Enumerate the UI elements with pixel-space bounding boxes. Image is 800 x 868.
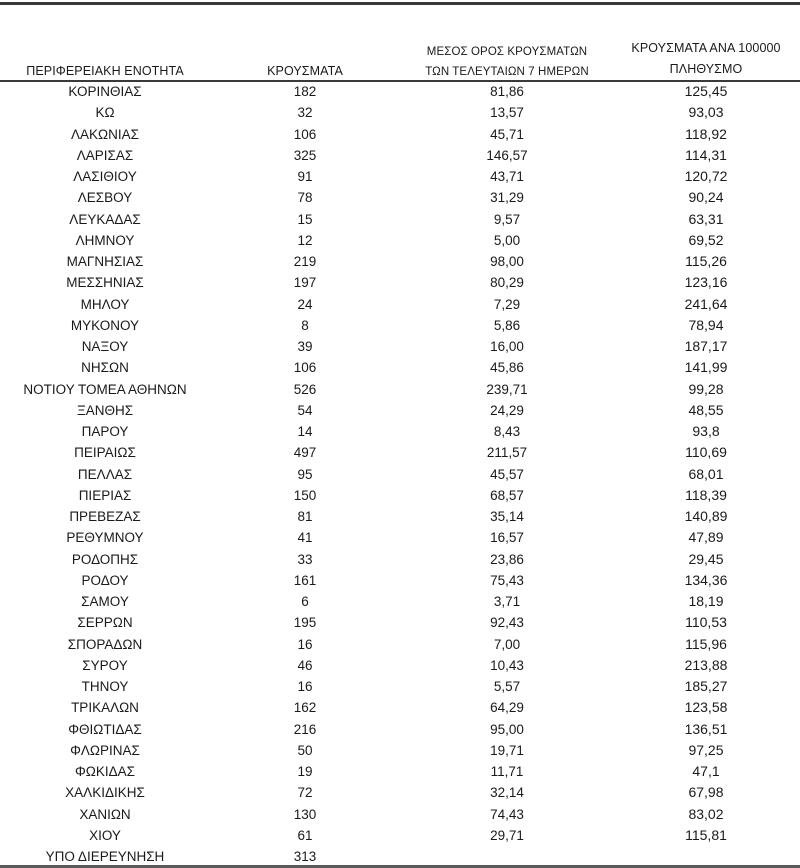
- cell-avg-7-days: 64,29: [490, 700, 524, 716]
- table-row: [0, 294, 800, 315]
- cell-cases: 50: [297, 742, 313, 758]
- table-row: [0, 804, 800, 825]
- cell-avg-7-days: 92,43: [490, 615, 524, 631]
- header-avg-7-days: [412, 42, 602, 82]
- cell-per-100k: 68,01: [688, 465, 724, 482]
- cell-cases: 33: [297, 551, 313, 567]
- cell-per-100k: 123,58: [684, 699, 728, 716]
- cell-avg-7-days: 29,71: [490, 827, 524, 843]
- cell-region: ΤΡΙΚΑΛΩΝ: [71, 700, 139, 716]
- cell-per-100k: 18,19: [688, 593, 724, 609]
- table-header: [0, 36, 800, 80]
- cell-region: ΧΑΛΚΙΔΙΚΗΣ: [65, 785, 145, 801]
- cell-avg-7-days: 8,43: [493, 424, 521, 439]
- cell-region: ΦΩΚΙΔΑΣ: [75, 764, 135, 779]
- header-per100k-line2: ΠΛΗΘΥΣΜΟ: [669, 62, 743, 76]
- cell-region: ΝΗΣΩΝ: [81, 360, 129, 376]
- table-row: [0, 676, 800, 697]
- cell-per-100k: 93,03: [688, 104, 724, 121]
- table-row: [0, 634, 800, 655]
- cell-region: ΝΟΤΙΟΥ ΤΟΜΕΑ ΑΘΗΝΩΝ: [23, 381, 187, 397]
- table-row: [0, 230, 800, 251]
- cell-avg-7-days: 16,57: [490, 530, 524, 546]
- table-row: [0, 697, 800, 718]
- cell-avg-7-days: 239,71: [486, 381, 528, 397]
- table-row: [0, 825, 800, 846]
- cell-avg-7-days: 24,29: [490, 402, 524, 418]
- cell-cases: 72: [297, 785, 313, 801]
- cell-avg-7-days: 13,57: [490, 105, 524, 121]
- cell-region: ΣΑΜΟΥ: [81, 594, 129, 609]
- cell-cases: 162: [293, 700, 317, 716]
- cell-cases: 41: [297, 530, 313, 546]
- cell-region: ΛΑΡΙΣΑΣ: [76, 147, 134, 163]
- table-row: [0, 591, 800, 612]
- cell-region: ΛΕΥΚΑΔΑΣ: [69, 211, 141, 227]
- cell-region: ΥΠΟ ΔΙΕΡΕΥΝΗΣΗ: [45, 849, 165, 864]
- cell-region: ΧΙΟΥ: [89, 827, 121, 843]
- cell-cases: 24: [297, 296, 313, 312]
- cell-avg-7-days: 5,86: [493, 317, 521, 333]
- cell-avg-7-days: 5,57: [493, 679, 521, 694]
- cell-region: ΛΑΣΙΘΙΟΥ: [73, 169, 137, 184]
- table-row: [0, 102, 800, 123]
- table-row: [0, 187, 800, 208]
- cell-region: ΜΥΚΟΝΟΥ: [70, 317, 140, 333]
- cell-avg-7-days: 31,29: [490, 190, 524, 206]
- cell-per-100k: 115,96: [685, 635, 727, 652]
- table-row: [0, 527, 800, 548]
- cell-cases: 150: [293, 487, 317, 503]
- cell-region: ΠΕΙΡΑΙΩΣ: [74, 445, 136, 461]
- cell-avg-7-days: 23,86: [490, 551, 524, 567]
- table-row: [0, 442, 800, 463]
- cell-per-100k: 29,45: [688, 550, 724, 567]
- table-row: [0, 719, 800, 740]
- cell-cases: 106: [293, 126, 317, 142]
- cell-region: ΣΕΡΡΩΝ: [77, 615, 133, 631]
- cell-cases: 161: [293, 572, 317, 588]
- table-row: [0, 612, 800, 633]
- table-body: [0, 81, 800, 867]
- cell-cases: 6: [301, 594, 309, 609]
- table-row: [0, 124, 800, 145]
- cell-avg-7-days: 75,43: [490, 572, 524, 588]
- table-row: [0, 272, 800, 293]
- cell-cases: 130: [293, 806, 317, 822]
- table-row: [0, 379, 800, 400]
- table-row: [0, 464, 800, 485]
- cell-avg-7-days: 3,71: [493, 594, 521, 609]
- table-row: [0, 251, 800, 272]
- cell-avg-7-days: 7,29: [493, 296, 521, 312]
- cell-region: ΡΟΔΟΥ: [81, 572, 129, 588]
- cell-cases: 61: [297, 827, 313, 843]
- cell-cases: 32: [297, 105, 313, 121]
- cell-cases: 325: [293, 147, 317, 163]
- cell-per-100k: 93,8: [692, 423, 720, 439]
- cell-cases: 91: [297, 169, 313, 184]
- cell-cases: 14: [297, 424, 313, 439]
- table-row: [0, 761, 800, 782]
- cell-avg-7-days: 45,57: [490, 466, 524, 482]
- cell-cases: 16: [297, 636, 313, 652]
- cell-per-100k: 187,17: [684, 338, 728, 354]
- cell-per-100k: 213,88: [684, 656, 728, 673]
- cell-avg-7-days: 35,14: [490, 509, 524, 524]
- cell-region: ΠΕΛΛΑΣ: [77, 466, 133, 482]
- cell-cases: 497: [293, 445, 317, 461]
- header-per100k-line1: ΚΡΟΥΣΜΑΤΑ ΑΝΑ 100000: [631, 41, 781, 55]
- cell-per-100k: 69,52: [688, 231, 724, 248]
- cell-avg-7-days: 74,43: [490, 806, 524, 822]
- cell-region: ΚΟΡΙΝΘΙΑΣ: [68, 84, 142, 99]
- cell-cases: 313: [293, 849, 317, 864]
- cell-region: ΠΙΕΡΙΑΣ: [78, 487, 132, 503]
- cell-per-100k: 118,39: [685, 486, 727, 503]
- cell-region: ΜΗΛΟΥ: [80, 296, 130, 312]
- cell-region: ΠΑΡΟΥ: [81, 424, 129, 439]
- table-row: [0, 421, 800, 442]
- cell-region: ΞΑΝΘΗΣ: [76, 402, 134, 418]
- cell-avg-7-days: 98,00: [490, 254, 524, 269]
- cell-avg-7-days: 5,00: [493, 232, 521, 248]
- cell-per-100k: 83,02: [688, 805, 724, 822]
- cell-cases: 46: [297, 657, 313, 673]
- header-avg-line2: ΤΩΝ ΤΕΛΕΥΤΑΙΩΝ 7 ΗΜΕΡΩΝ: [425, 66, 589, 78]
- cell-per-100k: 48,55: [688, 401, 724, 418]
- cell-per-100k: 123,16: [684, 274, 728, 291]
- cell-per-100k: 118,92: [685, 125, 727, 142]
- cell-per-100k: 115,81: [685, 826, 727, 843]
- cell-region: ΡΕΘΥΜΝΟΥ: [66, 530, 144, 546]
- cell-per-100k: 185,27: [684, 678, 728, 694]
- cell-per-100k: 136,51: [684, 720, 728, 737]
- table-row: [0, 549, 800, 570]
- cell-avg-7-days: 68,57: [490, 487, 524, 503]
- cell-cases: 106: [293, 360, 317, 376]
- cell-cases: 197: [293, 275, 317, 291]
- table-row: [0, 336, 800, 357]
- cell-avg-7-days: 11,71: [490, 764, 524, 779]
- header-cases: ΚΡΟΥΣΜΑΤΑ: [267, 64, 343, 78]
- cell-cases: 95: [297, 466, 313, 482]
- cell-region: ΠΡΕΒΕΖΑΣ: [69, 509, 141, 524]
- cell-avg-7-days: 16,00: [490, 339, 524, 354]
- cell-region: ΧΑΝΙΩΝ: [79, 806, 131, 822]
- table-row: [0, 655, 800, 676]
- cell-per-100k: 78,94: [688, 316, 724, 333]
- cell-per-100k: 47,1: [692, 763, 720, 779]
- cell-cases: 195: [293, 615, 317, 631]
- table-row: [0, 570, 800, 591]
- cell-region: ΛΑΚΩΝΙΑΣ: [71, 126, 139, 142]
- table-row: [0, 315, 800, 336]
- cell-region: ΚΩ: [95, 105, 115, 121]
- cell-cases: 8: [301, 317, 309, 333]
- cell-per-100k: 120,72: [684, 168, 728, 184]
- cell-region: ΝΑΞΟΥ: [81, 339, 129, 354]
- cell-per-100k: 97,25: [688, 741, 724, 758]
- cell-per-100k: 141,99: [684, 359, 728, 376]
- table-row: [0, 166, 800, 187]
- table-row: [0, 357, 800, 378]
- table-row: [0, 485, 800, 506]
- cell-region: ΣΥΡΟΥ: [82, 657, 128, 673]
- cell-per-100k: 114,31: [685, 146, 727, 163]
- cell-avg-7-days: 146,57: [486, 147, 528, 163]
- cell-avg-7-days: 43,71: [490, 169, 524, 184]
- header-avg-line1: ΜΕΣΟΣ ΟΡΟΣ ΚΡΟΥΣΜΑΤΩΝ: [426, 46, 588, 58]
- cell-cases: 216: [293, 721, 317, 737]
- cell-per-100k: 67,98: [688, 784, 724, 801]
- cell-cases: 12: [297, 232, 313, 248]
- table-row: [0, 782, 800, 803]
- cell-cases: 78: [297, 190, 313, 206]
- cell-cases: 182: [293, 84, 317, 99]
- cell-region: ΦΘΙΩΤΙΔΑΣ: [68, 721, 142, 737]
- cell-per-100k: 110,53: [685, 614, 727, 631]
- table-row: [0, 506, 800, 527]
- cell-region: ΛΕΣΒΟΥ: [77, 190, 133, 206]
- cell-avg-7-days: 9,57: [493, 211, 521, 227]
- cell-region: ΛΗΜΝΟΥ: [75, 232, 135, 248]
- cell-avg-7-days: 95,00: [490, 721, 524, 737]
- cell-per-100k: 115,26: [685, 253, 727, 269]
- cell-avg-7-days: 45,71: [490, 126, 524, 142]
- cell-avg-7-days: 45,86: [490, 360, 524, 376]
- cell-cases: 15: [297, 211, 313, 227]
- cell-avg-7-days: 7,00: [493, 636, 521, 652]
- cell-avg-7-days: 211,57: [486, 445, 528, 461]
- cell-region: ΡΟΔΟΠΗΣ: [71, 551, 139, 567]
- table-row: [0, 400, 800, 421]
- top-border: [0, 2, 800, 5]
- cell-cases: 526: [293, 381, 317, 397]
- cell-cases: 16: [297, 679, 313, 694]
- table-row: [0, 145, 800, 166]
- cell-region: ΜΑΓΝΗΣΙΑΣ: [66, 254, 144, 269]
- cell-avg-7-days: 80,29: [490, 275, 524, 291]
- cell-cases: 81: [297, 509, 313, 524]
- cell-per-100k: 47,89: [688, 529, 724, 546]
- cell-region: ΤΗΝΟΥ: [81, 679, 129, 694]
- cell-per-100k: 90,24: [688, 189, 724, 206]
- cell-region: ΜΕΣΣΗΝΙΑΣ: [66, 275, 144, 291]
- cell-region: ΦΛΩΡΙΝΑΣ: [70, 742, 140, 758]
- cell-cases: 219: [293, 254, 317, 269]
- cell-avg-7-days: 19,71: [490, 742, 524, 758]
- cell-avg-7-days: 81,86: [490, 84, 524, 99]
- cell-cases: 39: [297, 339, 313, 354]
- cell-per-100k: 110,69: [685, 444, 727, 461]
- cell-cases: 54: [297, 402, 313, 418]
- cell-per-100k: 99,28: [688, 380, 724, 397]
- cell-avg-7-days: 32,14: [490, 785, 524, 801]
- cell-region: ΣΠΟΡΑΔΩΝ: [67, 636, 143, 652]
- cell-avg-7-days: 10,43: [490, 657, 524, 673]
- table-row: [0, 740, 800, 761]
- cell-per-100k: 125,45: [684, 83, 728, 99]
- table-row: [0, 81, 800, 102]
- cell-per-100k: 134,36: [684, 571, 728, 588]
- header-per-100k: [606, 38, 800, 80]
- header-region: ΠΕΡΙΦΕΡΕΙΑΚΗ ΕΝΟΤΗΤΑ: [26, 64, 184, 78]
- table-row: [0, 209, 800, 230]
- cell-per-100k: 140,89: [684, 508, 728, 524]
- cell-per-100k: 241,64: [684, 295, 728, 312]
- cell-cases: 19: [297, 764, 313, 779]
- cell-per-100k: 63,31: [688, 210, 724, 227]
